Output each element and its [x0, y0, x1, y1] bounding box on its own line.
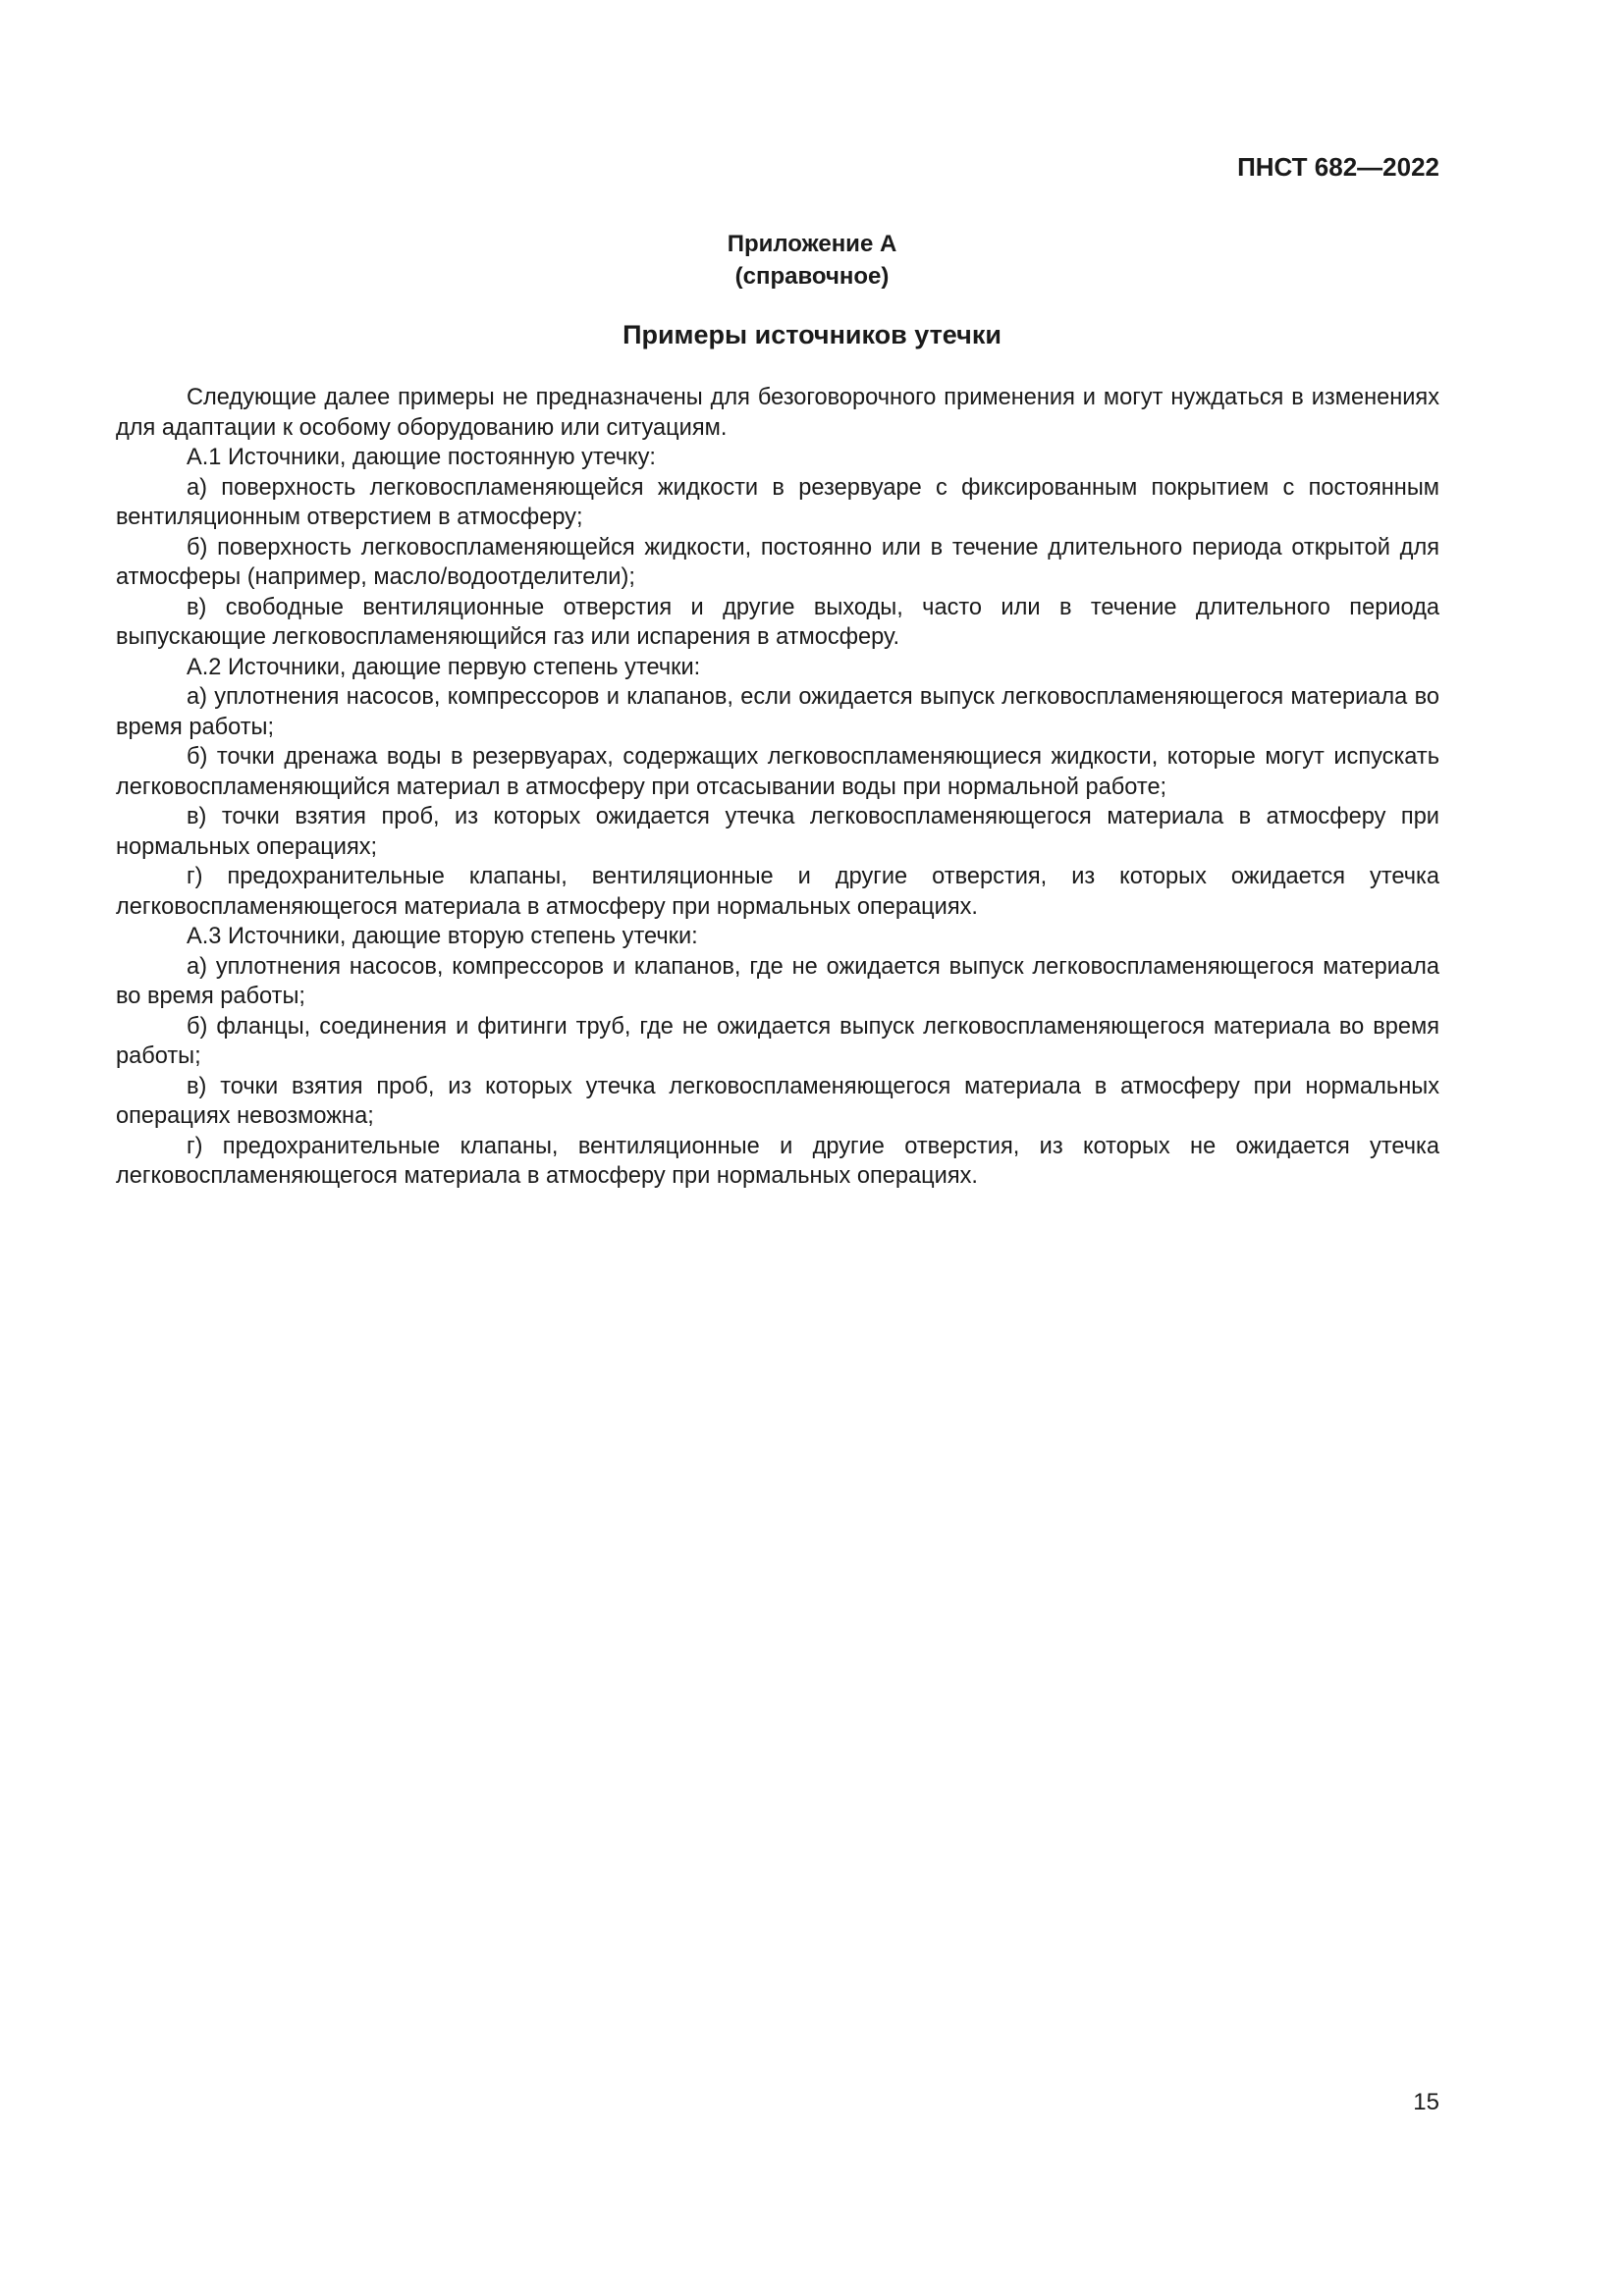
- appendix-title: Приложение А: [727, 231, 897, 257]
- section-title: Примеры источников утечки: [623, 320, 1001, 349]
- clause-a3-heading: А.3 Источники, дающие вторую степень утечки:: [187, 924, 698, 949]
- appendix-subtitle: (справочное): [734, 263, 890, 290]
- page-number: 15: [1413, 2089, 1439, 2115]
- list-item: г) предохранительные клапаны, вентиляционные и другие отверстия, из которых ожидается утечка легковоспламеняющегося материала в атмосферу при нормальных операциях.: [116, 864, 1439, 920]
- list-item: в) точки взятия проб, из которых утечка легковоспламеняющегося материала в атмосферу при нормальных операциях невозможна;: [116, 1073, 1439, 1129]
- list-item: б) точки дренажа воды в резервуарах, содержащих легковоспламеняющиеся жидкости, которые могут испускать легковоспламеняющийся материал в атмосферу при отсасывании воды при нормальной работе;: [116, 744, 1439, 800]
- appendix-heading: [0, 228, 1624, 293]
- list-item: а) поверхность легковоспламеняющейся жидкости в резервуаре с фиксированным покрытием с постоянным вентиляционным отверстием в атмосферу;: [116, 474, 1439, 530]
- body-text: [116, 383, 1439, 1192]
- list-item: а) уплотнения насосов, компрессоров и клапанов, где не ожидается выпуск легковоспламеняющегося материала во время работы;: [116, 953, 1439, 1009]
- document-code: ПНСТ 682—2022: [1237, 152, 1439, 182]
- intro-paragraph: Следующие далее примеры не предназначены для безоговорочного применения и могут нуждаться в изменениях для адаптации к особому оборудованию или ситуациям.: [116, 385, 1439, 441]
- list-item: б) фланцы, соединения и фитинги труб, где не ожидается выпуск легковоспламеняющегося материала во время работы;: [116, 1013, 1439, 1069]
- list-item: в) свободные вентиляционные отверстия и другие выходы, часто или в течение длительного периода выпускающие легковоспламеняющийся газ или испарения в атмосферу.: [116, 594, 1439, 650]
- list-item: б) поверхность легковоспламеняющейся жидкости, постоянно или в течение длительного периода открытой для атмосферы (например, масло/водоотделители);: [116, 534, 1439, 590]
- clause-a1-heading: А.1 Источники, дающие постоянную утечку:: [187, 445, 656, 470]
- list-item: г) предохранительные клапаны, вентиляционные и другие отверстия, из которых не ожидается утечка легковоспламеняющегося материала в атмосферу при нормальных операциях.: [116, 1133, 1439, 1189]
- clause-a2-heading: А.2 Источники, дающие первую степень утечки:: [187, 654, 701, 680]
- list-item: в) точки взятия проб, из которых ожидается утечка легковоспламеняющегося материала в атмосферу при нормальных операциях;: [116, 804, 1439, 860]
- list-item: а) уплотнения насосов, компрессоров и клапанов, если ожидается выпуск легковоспламеняющегося материала во время работы;: [116, 684, 1439, 740]
